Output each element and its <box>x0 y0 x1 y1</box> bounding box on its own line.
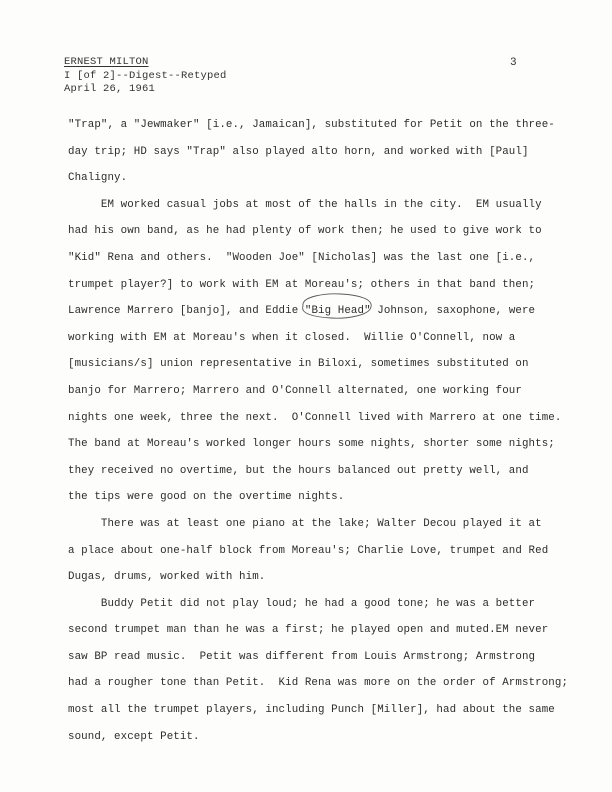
text-line: "Kid" Rena and others. "Wooden Joe" [Nicholas] was the last one [i.e., <box>68 251 536 264</box>
text-line: sound, except Petit. <box>68 730 200 743</box>
text-line: had his own band, as he had plenty of work then; he used to give work to <box>68 225 542 238</box>
text-line: The band at Moreau's worked longer hours some nights, shorter some nights; <box>68 438 555 451</box>
text-line: Buddy Petit did not play loud; he had a good tone; he was a better <box>68 597 536 610</box>
circled-nickname <box>305 298 371 325</box>
text-line-tail: Johnson, saxophone, were <box>370 305 536 318</box>
text-line-head: Lawrence Marrero [banjo], and Eddie <box>68 305 305 318</box>
text-line: second trumpet man than he was a first; he played open and muted.EM never <box>68 624 549 637</box>
text-line: most all the trumpet players, including Punch [Miller], had about the same <box>68 704 555 717</box>
text-line: Chaligny. <box>68 172 128 185</box>
text-line: they received no overtime, but the hours balanced out pretty well, and <box>68 464 529 477</box>
text-line: [musicians/s] union representative in Biloxi, sometimes substituted on <box>68 358 529 371</box>
interview-date: April 26, 1961 <box>64 83 156 95</box>
page-number: 3 <box>510 57 517 69</box>
text-line: saw BP read music. Petit was different from Louis Armstrong; Armstrong <box>68 650 536 663</box>
text-line: day trip; HD says "Trap" also played alto horn, and worked with [Paul] <box>68 145 529 158</box>
text-line: banjo for Marrero; Marrero and O'Connell alternated, one working four <box>68 384 522 397</box>
transcript-body <box>68 112 569 750</box>
nickname-text: "Big Head" <box>304 305 371 318</box>
text-line: EM worked casual jobs at most of the halls in the city. EM usually <box>68 198 542 211</box>
text-line: Dugas, drums, worked with him. <box>68 571 266 584</box>
interviewee-name: ERNEST MILTON <box>64 56 149 68</box>
text-line: nights one week, three the next. O'Connell lived with Marrero at one time. <box>68 411 562 424</box>
text-line: "Trap", a "Jewmaker" [i.e., Jamaican], substituted for Petit on the three- <box>68 119 555 131</box>
text-line: had a rougher tone than Petit. Kid Rena was more on the order of Armstrong; <box>68 677 569 690</box>
text-line: There was at least one piano at the lake; Walter Decou played it at <box>68 517 542 530</box>
series-label: I [of 2]--Digest--Retyped <box>64 69 227 82</box>
text-line: the tips were good on the overtime nights. <box>68 491 345 504</box>
text-line-with-circled-nickname <box>68 298 538 325</box>
text-line: working with EM at Moreau's when it closed. Willie O'Connell, now a <box>68 331 516 344</box>
text-line: trumpet player?] to work with EM at Moreau's; others in that band then; <box>68 278 536 291</box>
text-line: a place about one-half block from Moreau's; Charlie Love, trumpet and Red <box>68 544 549 557</box>
document-header <box>64 56 227 97</box>
